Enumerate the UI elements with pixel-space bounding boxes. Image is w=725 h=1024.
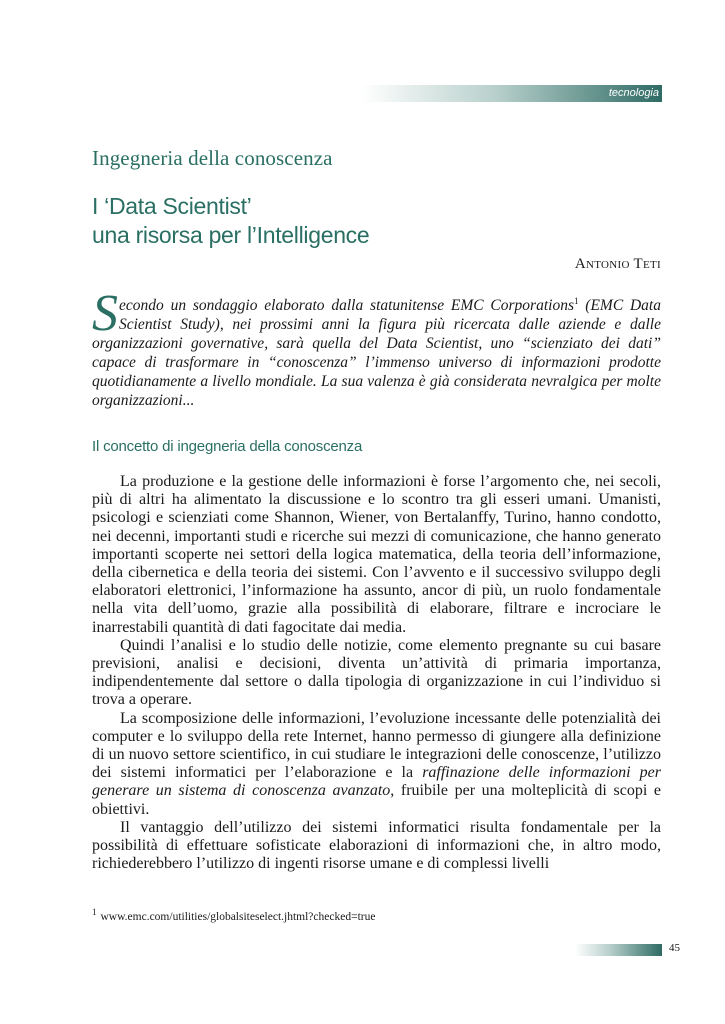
page-number: 45 [669, 942, 680, 954]
section-heading: Il concetto di ingegneria della conoscenza [92, 438, 363, 455]
footnote-number: 1 [92, 907, 97, 917]
paragraph-3 [92, 710, 661, 819]
abstract-text-2: (EMC Data Scientist Study), nei prossimi anni la figura più ricercata dalle aziende e dalle organizzazioni governative, sarà quella del Data Scientist, uno “scienziato dei dati” capace di trasformare in “conoscenza” l’immenso universo di informazioni prodotte quotidianamente a livello mondiale. La sua valenza è già considerata nevralgica per molte organizzazioni... [92, 297, 661, 410]
footnote-text: www.emc.com/utilities/globalsiteselect.jhtml?checked=true [100, 910, 376, 923]
body-text [92, 473, 661, 873]
section-tag: tecnologia [608, 87, 659, 99]
abstract-text-1: econdo un sondaggio elaborato dalla statunitense EMC Corporations [119, 297, 574, 315]
paragraph-1: La produzione e la gestione delle informazioni è forse l’argomento che, nei secoli, più di altri ha alimentato la discussione e lo scontro tra gli esseri umani. Umanisti, psicologi e scienziati come Shannon, Wiener, von Bertalanffy, Turino, hanno condotto, nei decenni, importanti studi e ricerche sui mezzi di comunicazione, che hanno generato importanti scoperte nei settori della logica matematica, della teoria dell’informazione, della cibernetica e della teoria dei sistemi. Con l’avvento e il successivo sviluppo degli elaboratori elettronici, l’informazione ha assunto, ancor di più, un ruolo fondamentale nella vita dell’uomo, grazie alla possibilità di elaborare, filtrare e incrociare le inarrestabili quantità di dati fagocitate dai media. [92, 473, 661, 636]
abstract [92, 285, 661, 410]
paragraph-3-text-1: La scomposizione delle informazioni, l’evoluzione incessante delle potenzialità dei computer e lo sviluppo della rete Internet, hanno permesso di giungere alla definizione di un nuovo settore scientifico, in cui studiare le integrazioni delle conoscenze, l’utilizzo dei sistemi informatici per l’elaborazione e la [92, 709, 661, 782]
title-line-2: una risorsa per l’Intelligence [92, 222, 370, 248]
page-band [575, 944, 662, 956]
kicker: Ingegneria della conoscenza [92, 146, 333, 170]
paragraph-3-italic: raffinazione delle informazioni per generare un sistema di conoscenza avanzato [92, 764, 662, 800]
article-title [92, 192, 369, 250]
paragraph-2: Quindi l’analisi e lo studio delle notizie, come elemento pregnante su cui basare previsioni, analisi e decisioni, diventa un’attività di primaria importanza, indipendentemente dal settore o dalla tipologia di organizzazione in cui l’individuo si trova a operare. [92, 636, 661, 709]
title-line-1: I ‘Data Scientist’ [92, 193, 252, 219]
footnote-ref: 1 [573, 296, 579, 306]
paragraph-3-text-2: , fruibile per una molteplicità di scopi e obiettivi. [92, 782, 661, 818]
dropcap: S [92, 285, 118, 342]
author: Antonio Teti [574, 256, 661, 272]
paragraph-4: Il vantaggio dell’utilizzo dei sistemi informatici risulta fondamentale per la possibilità di effettuare sofisticate elaborazioni di informazioni che, in altro modo, richiederebbero l’utilizzo di ingenti risorse umane e di complessi livelli [92, 818, 661, 873]
footnote [92, 907, 375, 923]
